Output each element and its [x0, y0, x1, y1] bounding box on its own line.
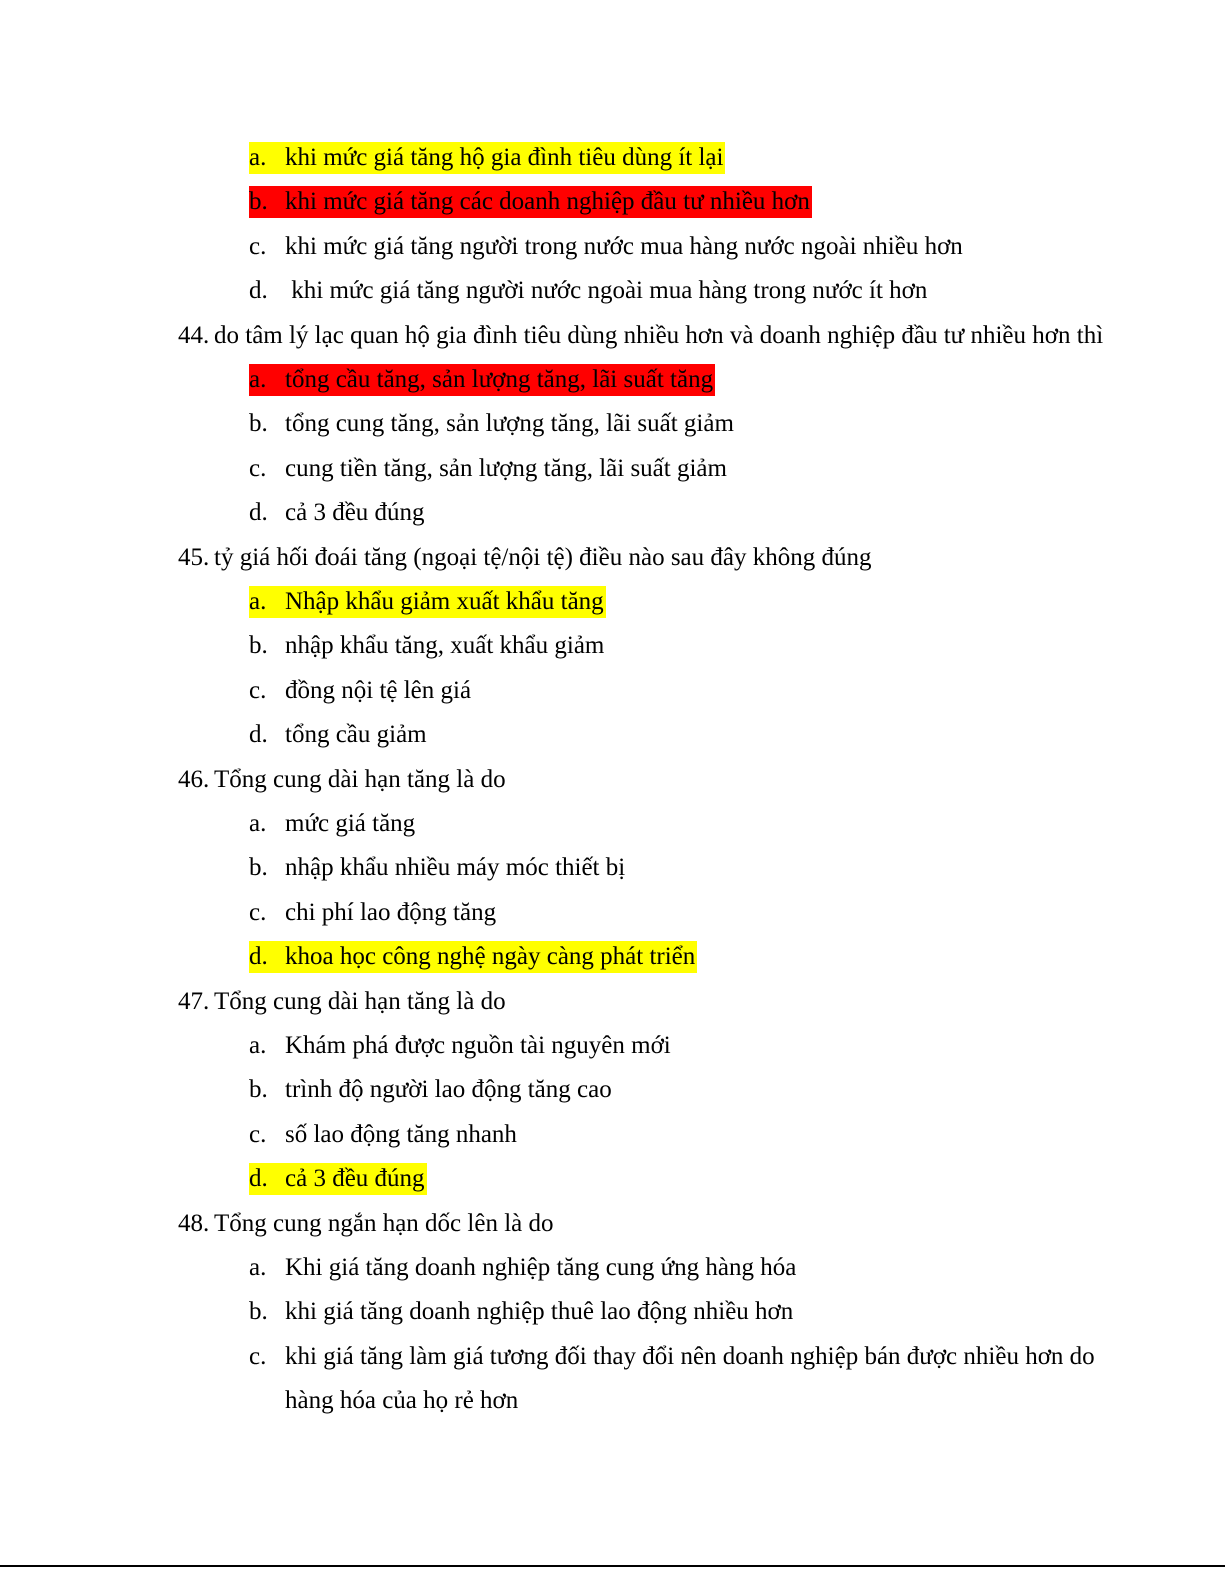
question-text: do tâm lý lạc quan hộ gia đình tiêu dùng nhiều hơn và doanh nghiệp đầu tư nhiều hơn thì	[214, 321, 1104, 349]
answer-body	[249, 808, 417, 840]
option-letter: a.	[249, 366, 267, 393]
answer-option	[249, 142, 725, 174]
option-letter: a.	[249, 588, 267, 615]
highlighted-answer	[249, 941, 697, 973]
question-text: Tổng cung dài hạn tăng là do	[214, 765, 506, 793]
question-number: 46.	[178, 765, 210, 793]
option-letter: a.	[249, 810, 267, 837]
question-line	[178, 542, 872, 574]
question-number: 44.	[178, 321, 210, 349]
option-text: khi mức giá tăng các doanh nghiệp đầu tư nhiều hơn	[285, 188, 810, 216]
highlighted-answer	[249, 1163, 427, 1195]
option-text: nhập khẩu nhiều máy móc thiết bị	[285, 854, 626, 882]
question-line	[178, 986, 506, 1018]
option-text: cả 3 đều đúng	[285, 1165, 425, 1193]
option-text: Nhập khẩu giảm xuất khẩu tăng	[285, 588, 604, 615]
option-letter: b.	[249, 1076, 268, 1104]
answer-option	[249, 675, 473, 707]
answer-option	[249, 897, 498, 929]
option-letter: b.	[249, 632, 268, 660]
option-text: khi mức giá tăng người nước ngoài mua hàng trong nước ít hơn	[285, 277, 928, 305]
answer-option	[249, 497, 427, 529]
answer-body	[249, 1341, 1097, 1373]
answer-option	[249, 408, 736, 440]
option-letter: b.	[249, 1298, 268, 1326]
question-text: Tổng cung ngắn hạn dốc lên là do	[214, 1209, 554, 1237]
option-text: Khám phá được nguồn tài nguyên mới	[285, 1032, 671, 1059]
answer-option	[249, 275, 929, 307]
option-letter: c.	[249, 454, 267, 482]
option-text: tổng cầu giảm	[285, 721, 427, 749]
option-letter: c.	[249, 232, 267, 260]
answer-option	[249, 1030, 673, 1062]
option-text: cả 3 đều đúng	[285, 499, 425, 527]
answer-body	[249, 675, 473, 707]
answer-option	[249, 586, 606, 618]
answer-option	[249, 1296, 795, 1328]
option-letter: c.	[249, 676, 267, 704]
answer-body	[249, 497, 427, 529]
bottom-rule	[0, 1565, 1225, 1567]
option-text: trình độ người lao động tăng cao	[285, 1076, 612, 1104]
option-text-continuation	[285, 1385, 518, 1417]
highlighted-answer	[249, 186, 812, 218]
option-letter: b.	[249, 410, 268, 438]
answer-option	[249, 630, 606, 662]
question-text: Tổng cung dài hạn tăng là do	[214, 987, 506, 1015]
question-number: 45.	[178, 543, 210, 571]
question-line	[178, 764, 506, 796]
answer-option	[249, 852, 627, 884]
answer-body	[249, 1074, 614, 1106]
option-letter: b.	[249, 854, 268, 882]
answer-option	[249, 231, 965, 263]
answer-body	[249, 231, 965, 263]
option-text: tổng cầu tăng, sản lượng tăng, lãi suất tăng	[285, 366, 714, 393]
answer-body	[249, 1252, 798, 1284]
question-text: tỷ giá hối đoái tăng (ngoại tệ/nội tệ) điều nào sau đây không đúng	[214, 543, 872, 571]
option-text: đồng nội tệ lên giá	[285, 676, 472, 704]
option-letter: a.	[249, 1032, 267, 1059]
option-text: nhập khẩu tăng, xuất khẩu giảm	[285, 632, 605, 660]
answer-option	[249, 186, 812, 218]
answer-option	[249, 453, 729, 485]
option-text: tổng cung tăng, sản lượng tăng, lãi suất giảm	[285, 410, 734, 438]
option-text: Khi giá tăng doanh nghiệp tăng cung ứng hàng hóa	[285, 1254, 797, 1281]
answer-body	[249, 408, 736, 440]
option-text: khi giá tăng doanh nghiệp thuê lao động nhiều hơn	[285, 1298, 794, 1326]
option-text: cung tiền tăng, sản lượng tăng, lãi suất giảm	[285, 454, 727, 482]
option-text: hàng hóa của họ rẻ hơn	[285, 1387, 519, 1415]
answer-option	[249, 808, 417, 840]
option-text: khoa học công nghệ ngày càng phát triển	[285, 943, 696, 971]
question-line	[178, 1208, 554, 1240]
answer-body	[249, 852, 627, 884]
answer-body	[249, 1030, 673, 1062]
question-line	[178, 320, 1103, 352]
answer-option	[249, 719, 429, 751]
question-number: 48.	[178, 1209, 210, 1237]
answer-option	[249, 1074, 614, 1106]
option-letter: d.	[249, 721, 268, 749]
answer-body	[249, 630, 606, 662]
answer-body	[249, 719, 429, 751]
question-number: 47.	[178, 987, 210, 1015]
option-text: số lao động tăng nhanh	[285, 1120, 517, 1148]
option-text: mức giá tăng	[285, 810, 416, 837]
answer-body	[249, 453, 729, 485]
option-letter: c.	[249, 1120, 267, 1148]
option-letter: c.	[249, 898, 267, 926]
option-text: chi phí lao động tăng	[285, 898, 497, 926]
option-letter: d.	[249, 1165, 268, 1193]
answer-option	[249, 364, 715, 396]
option-text: khi giá tăng làm giá tương đối thay đổi nên doanh nghiệp bán được nhiều hơn do	[285, 1342, 1095, 1370]
answer-body	[249, 1296, 795, 1328]
highlighted-answer	[249, 364, 715, 396]
option-text: khi mức giá tăng người trong nước mua hàng nước ngoài nhiều hơn	[285, 232, 963, 260]
answer-body	[249, 275, 929, 307]
highlighted-answer	[249, 586, 606, 618]
option-letter: d.	[249, 277, 268, 305]
option-letter: d.	[249, 499, 268, 527]
answer-body	[249, 1119, 519, 1151]
answer-option	[249, 1341, 1097, 1373]
answer-option	[249, 941, 697, 973]
answer-body	[249, 897, 498, 929]
highlighted-answer	[249, 142, 725, 174]
option-letter: a.	[249, 144, 267, 171]
option-letter: a.	[249, 1254, 267, 1281]
option-letter: c.	[249, 1342, 267, 1370]
option-letter: b.	[249, 188, 268, 216]
answer-option	[249, 1252, 798, 1284]
answer-option	[249, 1119, 519, 1151]
answer-option	[249, 1163, 427, 1195]
option-text: khi mức giá tăng hộ gia đình tiêu dùng ít lại	[285, 144, 724, 171]
option-letter: d.	[249, 943, 268, 971]
